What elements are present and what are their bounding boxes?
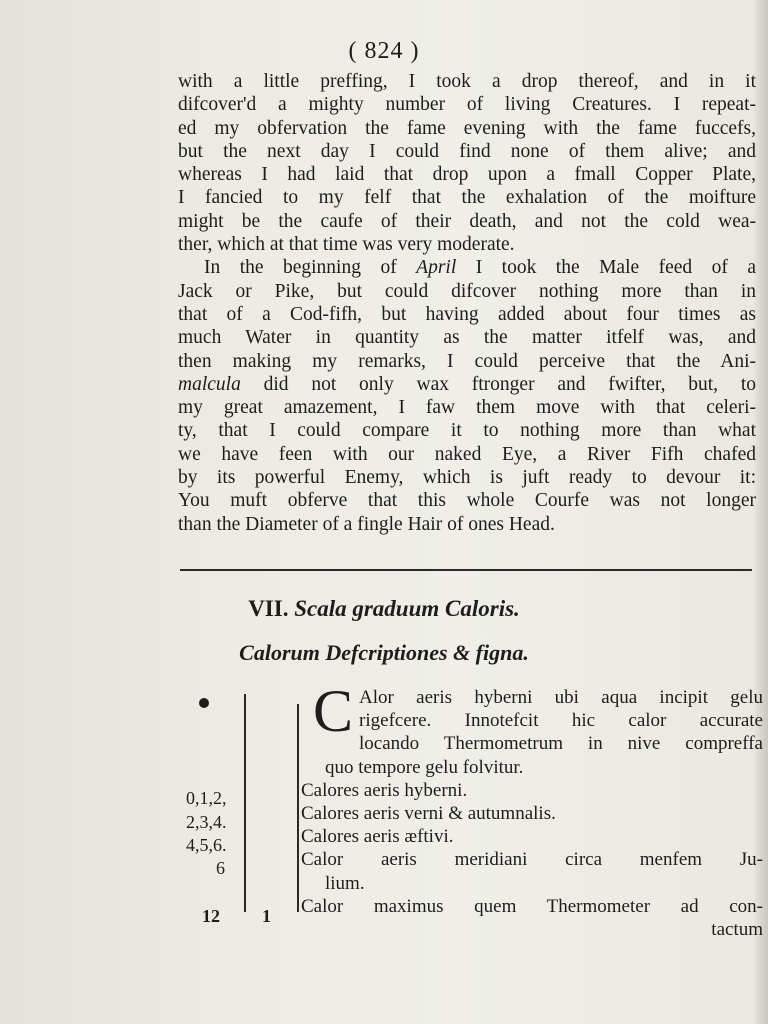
text-line: might be the caufe of their death, and not the cold wea- <box>178 210 756 232</box>
entry-winter-freezing: C Alor aeris hyberni ubi aqua incipit gelu rigefcere. Innotefcit hic calor accurate locando Thermometrum in nive compreffa quo tempore gelu folvitur. <box>313 678 763 778</box>
scale-bracket-outer <box>244 694 246 912</box>
scale-label: 0,1,2, <box>186 788 227 808</box>
scale-foot-mark: 1 <box>262 906 271 926</box>
text-line: than the Diameter of a fingle Hair of ones Head. <box>178 513 555 535</box>
text-line: ty, that I could compare it to nothing more than what <box>178 420 756 442</box>
text-line: much Water in quantity as the matter itfelf was, and <box>178 327 756 349</box>
scale-zero-dot <box>199 698 209 708</box>
text-line: difcover'd a mighty number of living Creatures. I repeat- <box>178 94 756 116</box>
entry-spring-autumn: Calores aeris verni & autumnalis. <box>301 803 556 825</box>
text-line: but the next day I could find none of them alive; and <box>178 140 756 162</box>
text-line: malcula did not only wax ftronger and fwifter, but, to <box>178 373 756 395</box>
scale-label: 6 <box>216 858 225 878</box>
entry-midday-july: Calor aeris meridiani circa menfem Ju- <box>301 849 763 871</box>
text-line: my great amazement, I faw them move with that celeri- <box>178 397 756 419</box>
text-line: by its powerful Enemy, which is juft ready to devour it: <box>178 467 756 489</box>
text-line: whereas I had laid that drop upon a fmall Copper Plate, <box>178 164 756 186</box>
text-line: I fancied to my felf that the exhalation of the moifture <box>178 187 756 209</box>
text-line: You muft obferve that this whole Courfe was not longer <box>178 490 756 512</box>
section-subtitle: Calorum Defcriptiones & figna. <box>239 640 529 665</box>
drop-cap: C <box>313 678 354 744</box>
section-title: VII. Scala graduum Caloris. <box>248 596 520 621</box>
scale-bracket-inner <box>297 704 299 912</box>
text-line: ed my obfervation the fame evening with the fame fuccefs, <box>178 117 756 139</box>
scale-label: 12 <box>202 906 220 926</box>
entry-maximum: Calor maximus quem Thermometer ad con- <box>301 895 763 917</box>
scale-label: 4,5,6. <box>186 835 227 855</box>
heat-descriptions <box>301 678 763 941</box>
text-line: In the beginning of April I took the Male feed of a <box>204 257 756 279</box>
text-line: with a little preffing, I took a drop thereof, and in it <box>178 71 756 92</box>
scale-label: 2,3,4. <box>186 812 227 832</box>
entry-winter: Calores aeris hyberni. <box>301 779 468 801</box>
entry-maximum-cont: tactum <box>711 919 763 941</box>
text-line: that of a Cod-fifh, but having added about four times as <box>178 303 756 325</box>
text-line: ther, which at that time was very moderate. <box>178 234 515 256</box>
entry-summer: Calores aeris æftivi. <box>301 826 454 848</box>
section-divider <box>180 569 752 571</box>
page-number: ( 824 ) <box>348 38 420 64</box>
text-line: we have feen with our naked Eye, a River Fifh chafed <box>178 443 756 465</box>
text-line: Jack or Pike, but could difcover nothing more than in <box>178 280 756 302</box>
entry-midday-july-cont: lium. <box>325 872 365 894</box>
body-text <box>178 70 756 536</box>
text-line: then making my remarks, I could perceive that the Ani- <box>178 350 756 372</box>
